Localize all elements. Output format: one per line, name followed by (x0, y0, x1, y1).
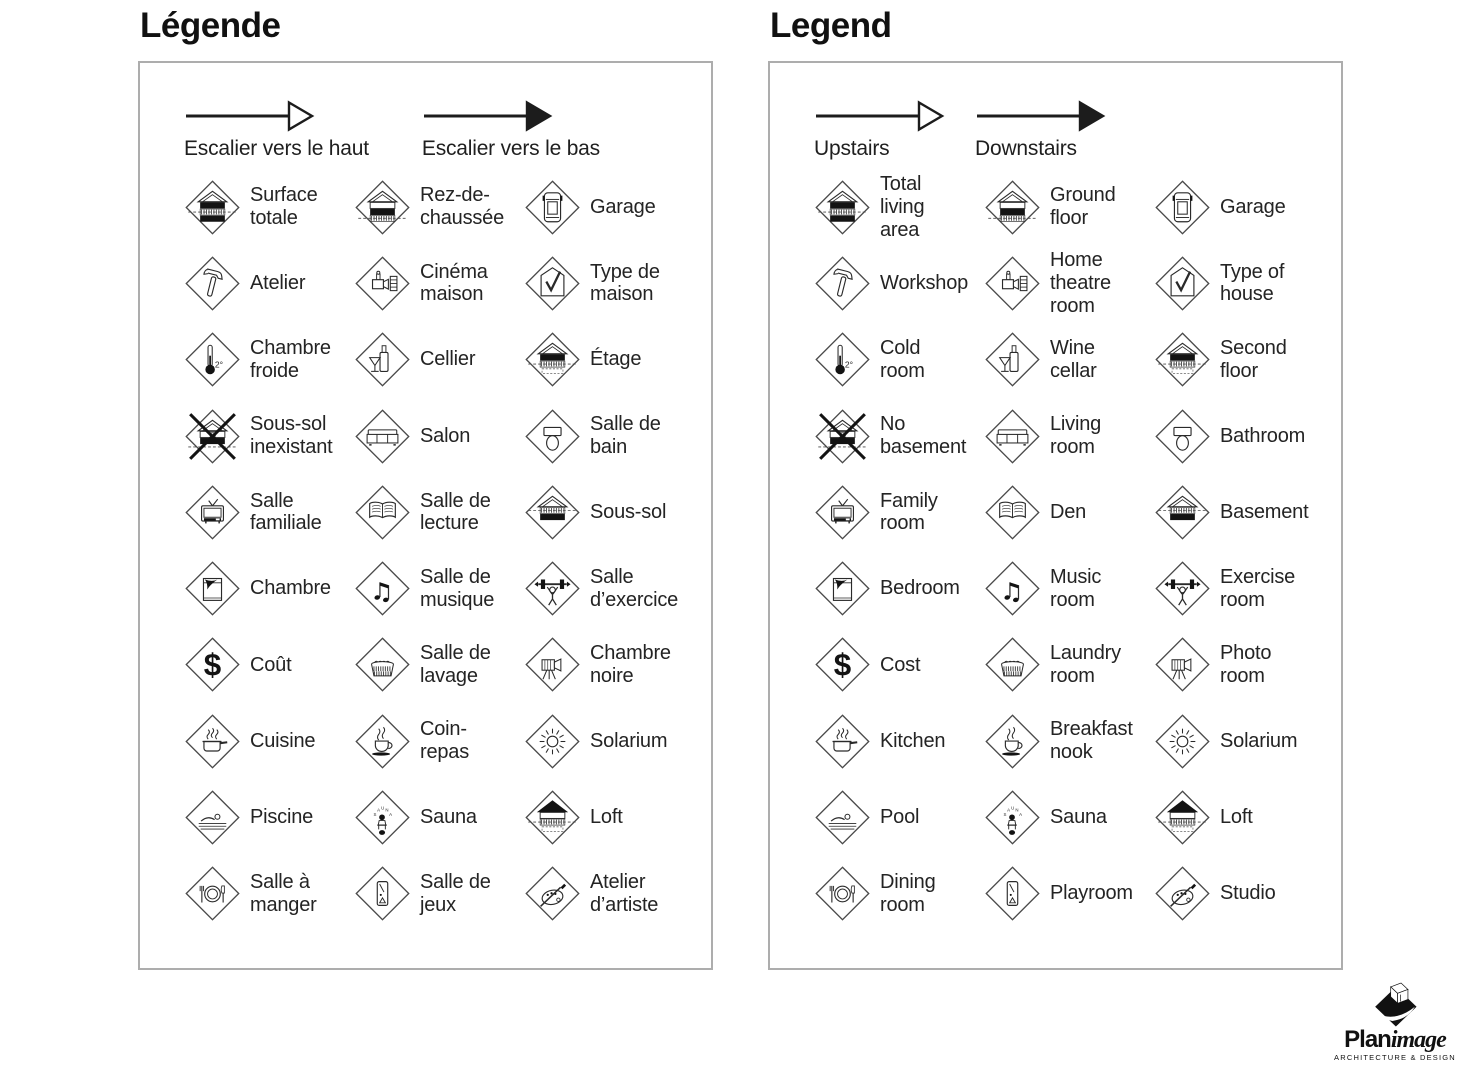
solarium-icon (1154, 713, 1211, 770)
photo-room-icon (524, 636, 581, 693)
panel-legend (768, 4, 1343, 970)
type-of-house-icon (524, 255, 581, 312)
legend-item-label: Exercise room (1220, 565, 1296, 611)
stairs-up-label: Escalier vers le haut (184, 137, 369, 160)
legend-item (814, 636, 984, 693)
legend-item-label: Photo room (1220, 642, 1272, 687)
svg-text:$: $ (203, 647, 222, 683)
planimage-logo-mark-icon (1368, 980, 1422, 1030)
legend-item (1154, 331, 1333, 388)
legend-item-label: Cinéma maison (420, 260, 488, 306)
laundry-room-icon (354, 636, 411, 693)
legend-item-label: Garage (1220, 195, 1286, 218)
stairs-arrow-row (184, 99, 703, 161)
legend-item (524, 484, 703, 541)
legend-item (1154, 865, 1333, 922)
pool-icon (814, 789, 871, 846)
legend-item-label: Living room (1050, 413, 1102, 459)
legend-item-label: Atelier (250, 272, 306, 295)
kitchen-icon (814, 713, 871, 770)
svg-text:A: A (389, 812, 393, 818)
cold-room-icon (184, 331, 241, 388)
kitchen-icon (184, 713, 241, 770)
total-living-area-icon (184, 179, 241, 236)
legend-item-label: Playroom (1050, 882, 1133, 905)
legend-item-label: Chambre (250, 577, 331, 600)
type-of-house-icon (1154, 255, 1211, 312)
legend-item (814, 331, 984, 388)
panel-box-fr (138, 61, 713, 970)
stairs-down-arrow-icon (975, 99, 1107, 133)
stairs-up-entry (184, 99, 369, 161)
legend-item (184, 255, 354, 312)
legend-item (814, 173, 984, 241)
legend-item (184, 713, 354, 770)
legend-item (184, 636, 354, 693)
living-room-icon (984, 408, 1041, 465)
legend-item (984, 179, 1154, 236)
legend-item (1154, 484, 1333, 541)
svg-text:N: N (385, 807, 389, 813)
planimage-logo (1322, 980, 1468, 1062)
workshop-icon (814, 255, 871, 312)
legend-item-label: Ground floor (1050, 184, 1116, 230)
stairs-up-arrow-icon (184, 99, 316, 133)
bedroom-icon (814, 560, 871, 617)
legend-item-label: Salle de bain (590, 413, 661, 459)
legend-item (354, 255, 524, 312)
bathroom-icon (1154, 408, 1211, 465)
music-room-icon (354, 560, 411, 617)
legend-item-label: Basement (1220, 500, 1309, 523)
legend-item (354, 789, 524, 846)
svg-text:U: U (381, 805, 385, 811)
panel-box-en (768, 61, 1343, 970)
legend-item-label: Chambre froide (250, 336, 331, 382)
legend-item-label: Solarium (1220, 729, 1298, 752)
breakfast-nook-icon (354, 713, 411, 770)
legend-item-label: Type of house (1220, 260, 1285, 306)
legend-item-label: Chambre noire (590, 642, 671, 687)
svg-text:A: A (377, 807, 381, 813)
brand-image: image (1390, 1027, 1446, 1053)
wine-cellar-icon (354, 331, 411, 388)
wine-cellar-icon (984, 331, 1041, 388)
stairs-down-arrow-icon (422, 99, 554, 133)
page-title-fr: Légende (140, 6, 281, 45)
legend-item-label: Coin- repas (420, 718, 470, 764)
legend-item (184, 560, 354, 617)
legend-item-label: Salle de jeux (420, 871, 491, 916)
den-icon (984, 484, 1041, 541)
home-theatre-icon (984, 255, 1041, 312)
svg-text:$: $ (833, 647, 852, 683)
panel-legende (138, 4, 713, 970)
legend-item (524, 865, 703, 922)
exercise-room-icon (524, 560, 581, 617)
legend-item (354, 331, 524, 388)
stairs-up-arrow-icon (814, 99, 946, 133)
garage-icon (524, 179, 581, 236)
brand-plan: Plan (1344, 1026, 1391, 1053)
studio-icon (524, 865, 581, 922)
legend-item (524, 331, 703, 388)
legend-item-label: Atelier d’artiste (590, 871, 659, 916)
legend-item-label: Cuisine (250, 729, 316, 752)
legend-item (184, 865, 354, 922)
stairs-down-entry (422, 99, 600, 161)
stairs-down-entry (975, 99, 1107, 161)
basement-icon (524, 484, 581, 541)
legend-item-label: Dining room (880, 871, 936, 916)
legend-item (1154, 713, 1333, 770)
dining-room-icon (814, 865, 871, 922)
sauna-icon (984, 789, 1041, 846)
legend-item-label: Type de maison (590, 260, 660, 306)
living-room-icon (354, 408, 411, 465)
legend-item (814, 560, 984, 617)
legend-item (524, 713, 703, 770)
stairs-up-label: Upstairs (814, 137, 890, 160)
legend-item-label: Second floor (1220, 336, 1287, 382)
legend-item (814, 789, 984, 846)
legend-item (814, 865, 984, 922)
legend-item (984, 560, 1154, 617)
legend-item (524, 408, 703, 465)
legend-item (1154, 789, 1333, 846)
legend-item-label: Breakfast nook (1050, 718, 1133, 764)
legend-item-label: Sous-sol (590, 500, 667, 523)
legend-item-label: Studio (1220, 882, 1276, 905)
legend-item (984, 408, 1154, 465)
cost-icon (184, 636, 241, 693)
legend-item (984, 713, 1154, 770)
legend-item-label: Workshop (880, 272, 969, 295)
legend-item-label: Music room (1050, 565, 1102, 611)
legend-item-label: Salle de lecture (420, 489, 491, 535)
legend-item-label: Coût (250, 653, 292, 676)
legend-item-label: Salle à manger (250, 871, 317, 916)
legend-item-label: Cellier (420, 348, 476, 371)
music-room-icon (984, 560, 1041, 617)
cost-icon (814, 636, 871, 693)
legend-item (524, 560, 703, 617)
svg-text:U: U (1011, 805, 1015, 811)
legend-item (524, 179, 703, 236)
second-floor-icon (524, 331, 581, 388)
legend-item (814, 408, 984, 465)
bedroom-icon (184, 560, 241, 617)
legend-item-label: Cost (880, 653, 921, 676)
legend-item (354, 713, 524, 770)
legend-item (814, 484, 984, 541)
exercise-room-icon (1154, 560, 1211, 617)
logo-tagline: ARCHITECTURE & DESIGN (1334, 1053, 1456, 1062)
garage-icon (1154, 179, 1211, 236)
svg-text:2°: 2° (844, 359, 854, 370)
legend-item (354, 179, 524, 236)
legend-item (184, 331, 354, 388)
legend-item-label: Piscine (250, 806, 314, 829)
legend-item (814, 713, 984, 770)
ground-floor-icon (984, 179, 1041, 236)
laundry-room-icon (984, 636, 1041, 693)
den-icon (354, 484, 411, 541)
sauna-icon (354, 789, 411, 846)
legend-item (814, 255, 984, 312)
legend-item-label: Étage (590, 348, 642, 371)
legend-item (354, 636, 524, 693)
legend-item (1154, 560, 1333, 617)
legend-item (984, 331, 1154, 388)
legend-item-label: Garage (590, 195, 656, 218)
legend-item-label: Salle de lavage (420, 642, 491, 687)
legend-item (184, 408, 354, 465)
studio-icon (1154, 865, 1211, 922)
home-theatre-icon (354, 255, 411, 312)
legend-item (984, 789, 1154, 846)
legend-item-label: Pool (880, 806, 920, 829)
legend-item (354, 408, 524, 465)
planimage-wordmark (1322, 1028, 1468, 1052)
svg-text:S: S (373, 812, 377, 818)
legend-item (984, 484, 1154, 541)
legend-item-label: Loft (1220, 806, 1253, 829)
stairs-arrow-row (814, 99, 1333, 161)
legend-item-label: Salon (420, 424, 471, 447)
legend-item (184, 484, 354, 541)
legend-item-label: Salle familiale (250, 489, 322, 535)
legend-item-label: Total living area (880, 172, 925, 241)
legend-item-label: Wine cellar (1050, 336, 1097, 382)
legend-item (1154, 179, 1333, 236)
svg-text:A: A (1019, 812, 1023, 818)
items-grid-en (814, 169, 1333, 932)
stairs-down-label: Escalier vers le bas (421, 137, 600, 160)
legend-item (984, 636, 1154, 693)
breakfast-nook-icon (984, 713, 1041, 770)
legend-item (984, 249, 1154, 317)
stairs-down-label: Downstairs (975, 137, 1077, 160)
ground-floor-icon (354, 179, 411, 236)
legend-item-label: Laundry room (1050, 642, 1121, 687)
cold-room-icon (814, 331, 871, 388)
loft-icon (1154, 789, 1211, 846)
legend-item (354, 560, 524, 617)
legend-item (354, 865, 524, 922)
legend-item-label: No basement (880, 413, 967, 459)
pool-icon (184, 789, 241, 846)
legend-item (1154, 408, 1333, 465)
legend-item-label: Rez-de- chaussée (420, 184, 505, 230)
page-title-en: Legend (770, 6, 892, 45)
solarium-icon (524, 713, 581, 770)
legend-item-label: Cold room (880, 336, 925, 382)
legend-item (524, 255, 703, 312)
no-basement-icon (184, 408, 241, 465)
stairs-up-entry (814, 99, 946, 161)
workshop-icon (184, 255, 241, 312)
second-floor-icon (1154, 331, 1211, 388)
bathroom-icon (524, 408, 581, 465)
legend-item-label: Surface totale (250, 184, 318, 230)
legend-item (354, 484, 524, 541)
legend-item-label: Sous-sol inexistant (250, 413, 333, 459)
legend-item-label: Den (1050, 500, 1087, 523)
legend-item (1154, 255, 1333, 312)
legend-item (984, 865, 1154, 922)
family-room-icon (184, 484, 241, 541)
legend-item-label: Family room (880, 489, 938, 535)
legend-item (184, 789, 354, 846)
legend-item-label: Bathroom (1220, 424, 1306, 447)
legend-item-label: Loft (590, 806, 623, 829)
playroom-icon (354, 865, 411, 922)
svg-text:2°: 2° (214, 359, 224, 370)
svg-text:N: N (1015, 807, 1019, 813)
photo-room-icon (1154, 636, 1211, 693)
no-basement-icon (814, 408, 871, 465)
playroom-icon (984, 865, 1041, 922)
total-living-area-icon (814, 179, 871, 236)
legend-item-label: Home theatre room (1050, 249, 1111, 317)
svg-text:A: A (1007, 807, 1011, 813)
legend-item (1154, 636, 1333, 693)
legend-item (184, 179, 354, 236)
legend-item-label: Kitchen (880, 729, 946, 752)
svg-text:S: S (1003, 812, 1007, 818)
family-room-icon (814, 484, 871, 541)
legend-item-label: Sauna (420, 806, 477, 829)
legend-item (524, 789, 703, 846)
legend-item-label: Salle d’exercice (590, 565, 679, 611)
loft-icon (524, 789, 581, 846)
legend-item (524, 636, 703, 693)
dining-room-icon (184, 865, 241, 922)
basement-icon (1154, 484, 1211, 541)
items-grid-fr (184, 169, 703, 932)
legend-item-label: Bedroom (880, 577, 960, 600)
legend-item-label: Salle de musique (420, 565, 495, 611)
legend-item-label: Solarium (590, 729, 668, 752)
legend-item-label: Sauna (1050, 806, 1107, 829)
